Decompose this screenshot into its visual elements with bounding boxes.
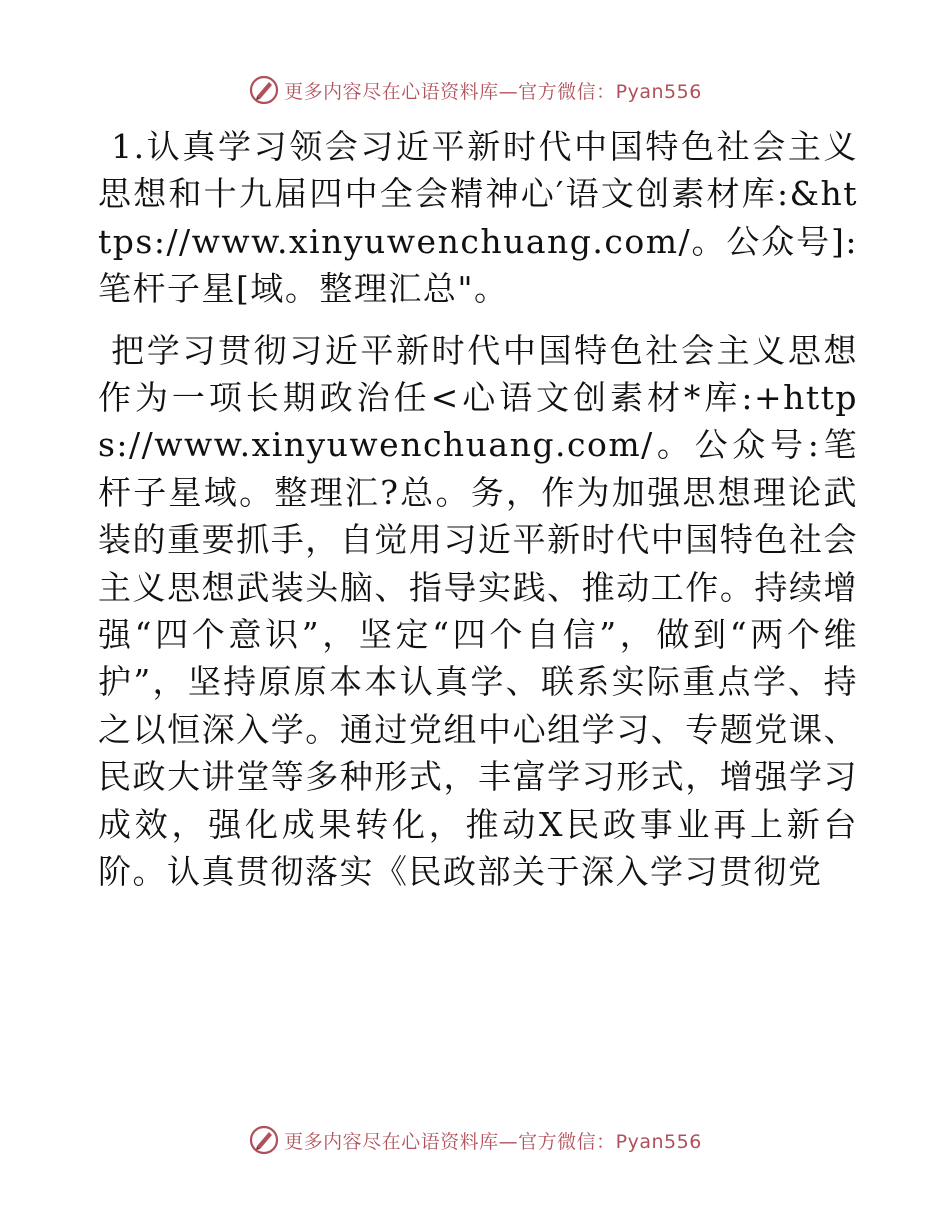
footer-watermark-banner [0,1120,950,1160]
header-watermark-banner [0,70,950,110]
document-body [98,123,858,896]
paragraph-2: 把学习贯彻习近平新时代中国特色社会主义思想作为一项长期政治任<心语文创素材*库:+https://www.xinyuwenchuang.com/。公众号:笔杆子星域。整理汇?总。务，作为加强思想理论武装的重要抓手，自觉用习近平新时代中国特色社会主义思想武装头脑、指导实践、推动工作。持续增强“四个意识”，坚定“四个自信”，做到“两个维护”，坚持原原本本认真学、联系实际重点学、持之以恒深入学。通过党组中心组学习、专题党课、民政大讲堂等多种形式，丰富学习形式，增强学习成效，强化成果转化，推动X民政事业再上新台阶。认真贯彻落实《民政部关于深入学习贯彻党 [98,330,858,892]
paragraph-1: 1.认真学习领会习近平新时代中国特色社会主义思想和十九届四中全会精神心′语文创素材库:&https://www.xinyuwenchuang.com/。公众号]:笔杆子星[域。整理汇总"。 [98,127,858,309]
pen-logo-icon [248,74,280,106]
watermark-text: 更多内容尽在心语资料库—官方微信：Pyan556 [284,80,702,103]
pen-logo-icon [248,1124,280,1156]
watermark-text: 更多内容尽在心语资料库—官方微信：Pyan556 [284,1130,702,1153]
